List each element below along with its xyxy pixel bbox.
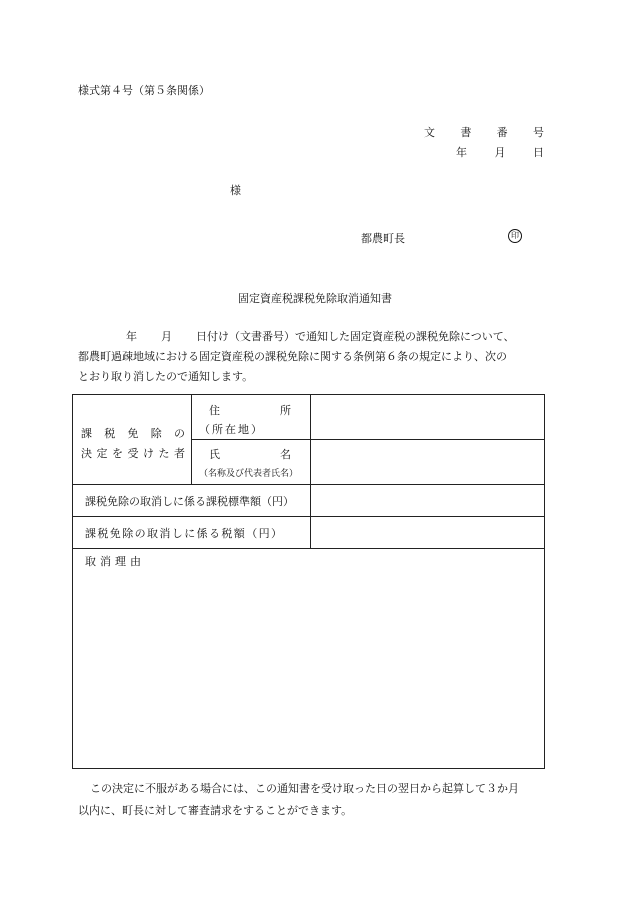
body-line-2: 都農町過疎地域における固定資産税の課税免除に関する条例第６条の規定により、次の bbox=[78, 350, 507, 363]
recipient-label-line-1: 課 税 免 除 の bbox=[81, 427, 185, 440]
date-year: 年 bbox=[456, 146, 467, 159]
name-label: 氏 名 bbox=[209, 448, 291, 461]
document-title: 固定資産税課税免除取消通知書 bbox=[238, 292, 392, 305]
addressee-suffix: 様 bbox=[230, 184, 241, 197]
address-sub-label: （所在地） bbox=[199, 423, 264, 436]
date-month: 月 bbox=[494, 146, 506, 159]
document-number-char: 書 bbox=[460, 126, 472, 139]
tax-amount-label: 課税免除の取消しに係る税額（円） bbox=[85, 527, 284, 540]
document-number-char: 番 bbox=[496, 126, 508, 139]
standard-amount-value[interactable] bbox=[311, 485, 544, 515]
reason-value[interactable] bbox=[74, 573, 544, 768]
standard-amount-label: 課税免除の取消しに係る課税標準額（円） bbox=[85, 495, 294, 508]
date-day: 日 bbox=[533, 146, 544, 159]
issue-date-label bbox=[456, 144, 544, 160]
appeal-note-line-2: 以内に、町長に対して審査請求をすることができます。 bbox=[78, 804, 353, 817]
body-line-1-rest: 日付け（文書番号）で通知した固定資産税の課税免除について、 bbox=[196, 330, 515, 343]
notice-table bbox=[72, 394, 545, 769]
issuer-name: 都農町長 bbox=[361, 232, 405, 245]
document-number-label bbox=[424, 124, 544, 140]
tax-amount-value[interactable] bbox=[311, 517, 544, 547]
address-label: 住 所 bbox=[209, 404, 291, 417]
document-number-char: 号 bbox=[532, 126, 544, 139]
document-number-char: 文 bbox=[424, 126, 435, 139]
body-line-3: とおり取り消したので通知します。 bbox=[78, 370, 254, 383]
appeal-note-line-1: この決定に不服がある場合には、この通知書を受け取った日の翌日から起算して３か月 bbox=[90, 782, 519, 795]
name-sub-label: （名称及び代表者氏名） bbox=[199, 469, 299, 479]
name-value[interactable] bbox=[311, 440, 544, 483]
body-text bbox=[78, 327, 548, 387]
appeal-note bbox=[78, 778, 553, 822]
seal-mark: 印 bbox=[508, 229, 522, 243]
body-line-1 bbox=[78, 327, 548, 347]
body-month: 月 bbox=[161, 330, 172, 343]
form-number: 様式第４号（第５条関係） bbox=[78, 84, 210, 97]
reason-label: 取消理由 bbox=[85, 555, 145, 568]
recipient-label-line-2: 決 定 を 受 け た 者 bbox=[81, 447, 185, 460]
body-year: 年 bbox=[126, 330, 137, 343]
address-value[interactable] bbox=[311, 396, 544, 438]
